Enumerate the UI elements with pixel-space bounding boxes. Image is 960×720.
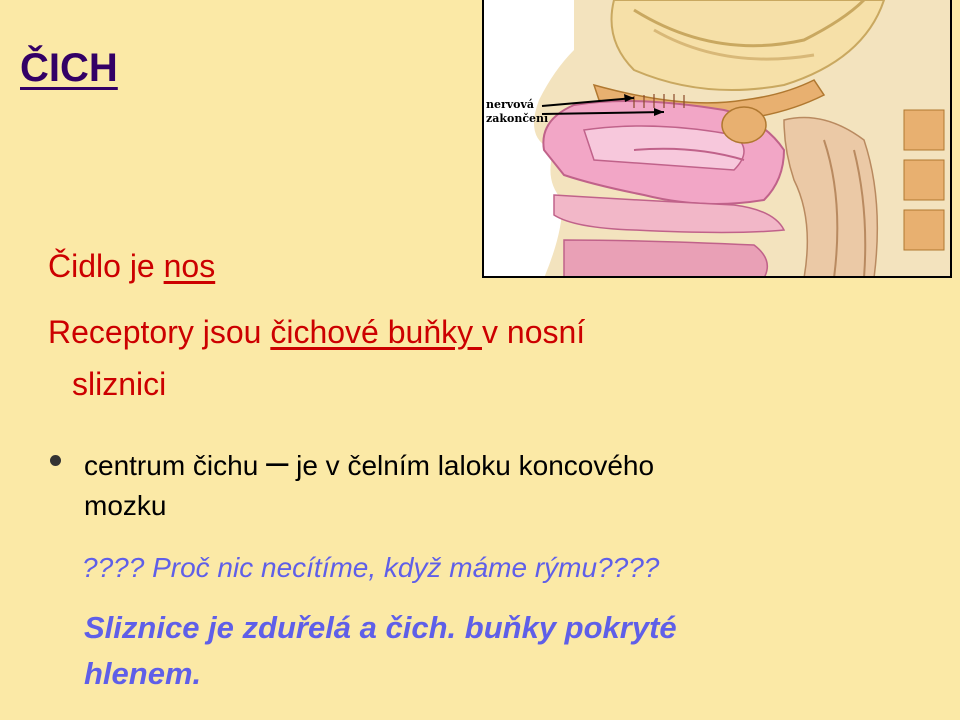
bullet-continuation: mozku xyxy=(84,490,167,521)
nasal-anatomy-illustration xyxy=(484,0,952,278)
bullet-line xyxy=(84,440,654,485)
bullet-dot-icon xyxy=(50,455,61,466)
answer-line2: hlenem. xyxy=(84,656,202,691)
sensor-line-prefix: Čidlo je xyxy=(48,248,164,284)
sensor-link-nos[interactable]: nos xyxy=(163,248,216,284)
receptor-line-prefix: Receptory jsou xyxy=(48,314,271,350)
nasal-anatomy-figure xyxy=(482,0,952,278)
sensor-line xyxy=(48,248,215,285)
bullet-part1: centrum čichu xyxy=(84,450,267,481)
question-text: ???? Proč nic necítíme, když máme rýmu???? xyxy=(82,552,660,583)
receptor-line xyxy=(48,314,585,351)
receptor-line-suffix: v nosní xyxy=(482,314,586,350)
slide-title: ČICH xyxy=(20,46,118,90)
receptor-line-continuation: sliznici xyxy=(72,366,167,402)
bullet-part2: je v čelním laloku koncového xyxy=(288,450,655,481)
bullet-dash: – xyxy=(266,440,289,484)
figure-label-line1: nervová xyxy=(486,98,535,111)
answer-line1: Sliznice je zduřelá a čich. buňky pokryté xyxy=(84,610,677,645)
figure-label-line2: zakončení xyxy=(486,112,549,125)
receptor-link-cells[interactable]: čichové buňky xyxy=(270,314,482,350)
